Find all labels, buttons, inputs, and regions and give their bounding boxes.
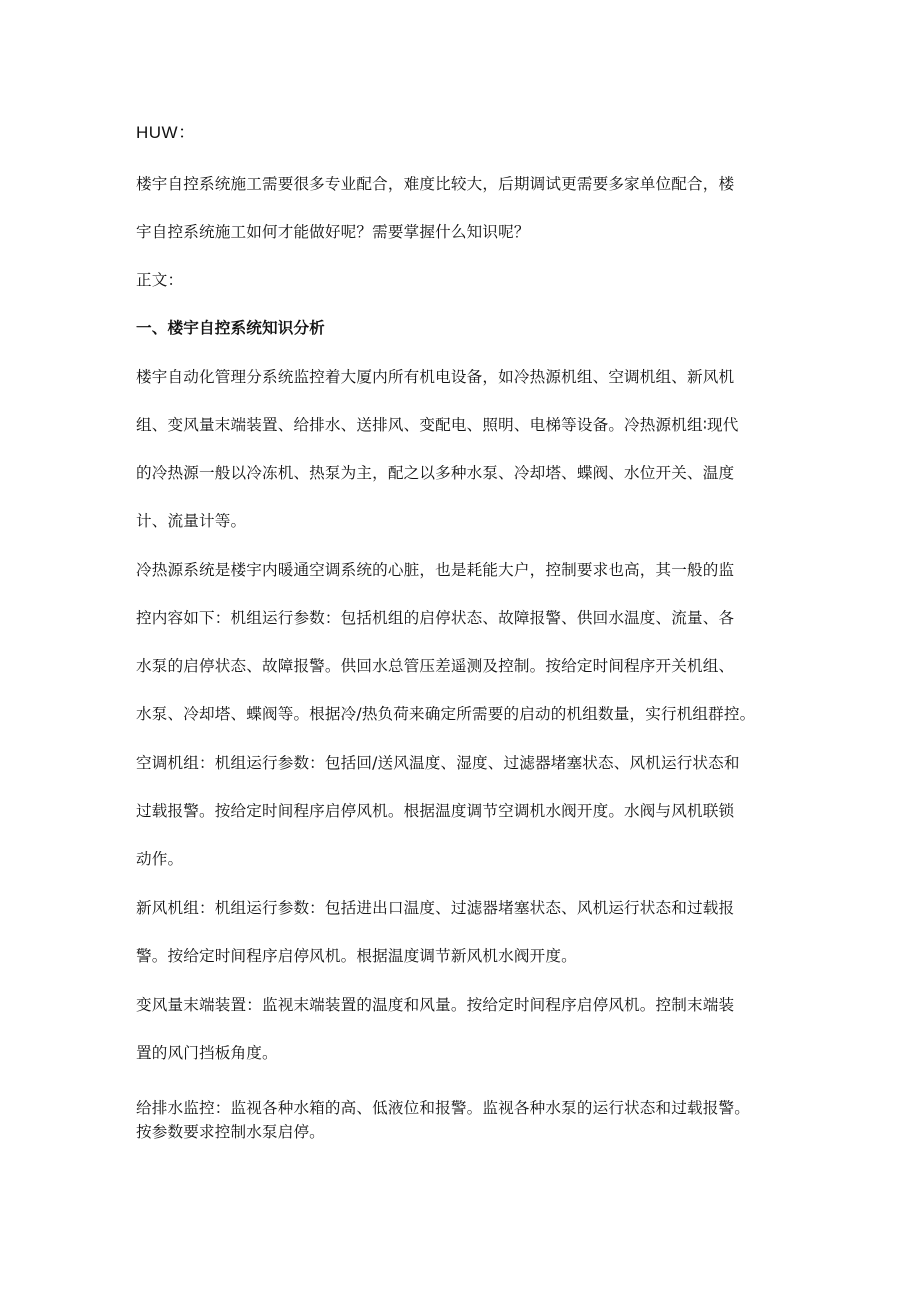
cooling-line-4: 水泵、冷却塔、蝶阀等。根据冷/热负荷来确定所需要的启动的机组数量，实行机组群控。 [136, 705, 756, 723]
intro-line-2: 宇自控系统施工如何才能做好呢？需要掌握什么知识呢？ [136, 223, 530, 241]
cooling-line-1: 冷热源系统是楼宇内暖通空调系统的心脏，也是耗能大户，控制要求也高，其一般的监 [136, 561, 735, 579]
water-line-1: 给排水监控：监视各种水箱的高、低液位和报警。监视各种水泵的运行状态和过载报警。 [136, 1099, 751, 1117]
body-label: 正文： [136, 271, 184, 289]
overview-line-1: 楼宇自动化管理分系统监控着大厦内所有机电设备，如冷热源机组、空调机组、新风机 [136, 368, 735, 386]
section-heading: 一、楼宇自控系统知识分析 [136, 319, 325, 337]
overview-line-3: 的冷热源一般以冷冻机、热泵为主，配之以多种水泵、冷却塔、蝶阀、水位开关、温度 [136, 464, 735, 482]
vav-line-2: 置的风门挡板角度。 [136, 1044, 278, 1062]
cooling-line-2: 控内容如下：机组运行参数：包括机组的启停状态、故障报警、供回水温度、流量、各 [136, 609, 735, 627]
fresh-air-line-2: 警。按给定时间程序启停风机。根据温度调节新风机水阀开度。 [136, 947, 577, 965]
ahu-line-3: 动作。 [136, 850, 184, 868]
overview-line-4: 计、流量计等。 [136, 512, 247, 530]
intro-line-1: 楼宇自控系统施工需要很多专业配合，难度比较大，后期调试更需要多家单位配合，楼 [136, 175, 735, 193]
fresh-air-line-1: 新风机组：机组运行参数：包括进出口温度、过滤器堵塞状态、风机运行状态和过载报 [136, 899, 735, 917]
ahu-line-1: 空调机组：机组运行参数：包括回/送风温度、湿度、过滤器堵塞状态、风机运行状态和 [136, 754, 740, 772]
overview-line-2: 组、变风量末端装置、给排水、送排风、变配电、照明、电梯等设备。冷热源机组∶现代 [136, 416, 739, 434]
ahu-line-2: 过载报警。按给定时间程序启停风机。根据温度调节空调机水阀开度。水阀与风机联锁 [136, 802, 735, 820]
intro-label: HUW： [136, 123, 196, 142]
vav-line-1: 变风量末端装置：监视末端装置的温度和风量。按给定时间程序启停风机。控制末端装 [136, 996, 735, 1014]
cooling-line-3: 水泵的启停状态、故障报警。供回水总管压差遥测及控制。按给定时间程序开关机组、 [136, 657, 735, 675]
water-line-2: 按参数要求控制水泵启停。 [136, 1123, 325, 1141]
